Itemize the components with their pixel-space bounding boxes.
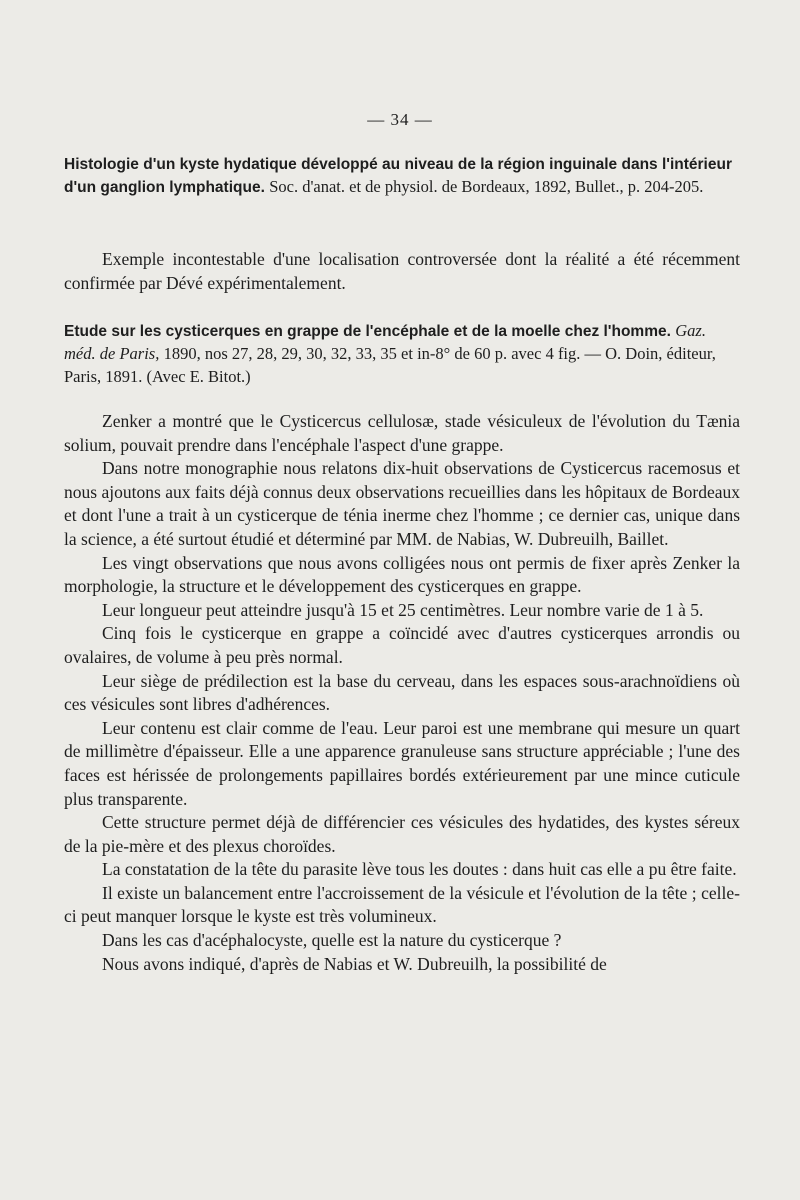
body-paragraph: Il existe un balancement entre l'accroissement de la vésicule et l'évolution de la tête ; celle-ci peut manquer lorsque le kyste est très volumineux.	[64, 882, 740, 927]
body-paragraph: Les vingt observations que nous avons colligées nous ont permis de fixer après Zenker la morphologie, la structure et le développement des cysticerques en grappe.	[64, 552, 740, 597]
entry1-abstract-text: Exemple incontestable d'une localisation controversée dont la réalité a été récemment confirmée par Dévé expérimentalement.	[64, 249, 740, 293]
body-paragraph: Zenker a montré que le Cysticercus cellulosæ, stade vésiculeux de l'évolution du Tænia solium, pouvait prendre dans l'encéphale l'aspect d'une grappe.	[64, 411, 740, 455]
body-paragraph: Leur siège de prédilection est la base du cerveau, dans les espaces sous-arachnoïdiens où ces vésicules sont libres d'adhérences.	[64, 670, 740, 715]
body-paragraph: Nous avons indiqué, d'après de Nabias et W. Dubreuilh, la possibilité de	[102, 953, 607, 974]
body-paragraph: La constatation de la tête du parasite lève tous les doutes : dans huit cas elle a pu être faite.	[102, 859, 737, 880]
page-number: — 34 —	[367, 110, 433, 129]
body-paragraph: Cette structure permet déjà de différencier ces vésicules des hydatides, des kystes séreux de la pie-mère et des plexus choroïdes.	[64, 812, 740, 856]
entry2-citation: 1890, nos 27, 28, 29, 30, 32, 33, 35 et in-8° de 60 p. avec 4 fig. — O. Doin, éditeur, Paris, 1891. (Avec E. Bitot.)	[64, 344, 716, 386]
entry1-abstract	[64, 248, 740, 295]
entry1-heading	[64, 154, 740, 199]
entry1-citation: Soc. d'anat. et de physiol. de Bordeaux, 1892, Bullet., p. 204-205.	[269, 177, 704, 196]
entry2-heading	[64, 320, 740, 389]
body-paragraph: Dans les cas d'acéphalocyste, quelle est la nature du cysticerque ?	[102, 930, 562, 951]
body-paragraph: Leur longueur peut atteindre jusqu'à 15 et 25 centimètres. Leur nombre varie de 1 à 5.	[102, 599, 704, 620]
body-paragraph: Leur contenu est clair comme de l'eau. Leur paroi est une membrane qui mesure un quart de millimètre d'épaisseur. Elle a une apparence granuleuse sans structure appréciable ; l'une des faces est hérissée de prolongements papillaires bordés extérieurement par une mince cuticule plus transparente.	[64, 717, 740, 809]
entry2-journal: Gaz. méd. de Paris,	[64, 321, 706, 363]
entry2-title: Etude sur les cysticerques en grappe de l'encéphale et de la moelle chez l'homme.	[64, 323, 671, 340]
entry1-title: Histologie d'un kyste hydatique développé au niveau de la région inguinale dans l'intérieur d'un ganglion lymphatique.	[64, 156, 732, 196]
body-paragraph: Dans notre monographie nous relatons dix-huit observations de Cysticercus racemosus et nous ajoutons aux faits déjà connus deux observations recueillies dans les hôpitaux de Bordeaux et dont l'une a trait à un cysticerque de ténia inerme chez l'homme ; ce dernier cas, unique dans la science, a été surtout étudié et déterminé par MM. de Nabias, W. Dubreuilh, Baillet.	[64, 458, 740, 549]
body-paragraph: Cinq fois le cysticerque en grappe a coïncidé avec d'autres cysticerques arrondis ou ovalaires, de volume à peu près normal.	[64, 623, 740, 667]
entry2-body	[64, 410, 740, 976]
